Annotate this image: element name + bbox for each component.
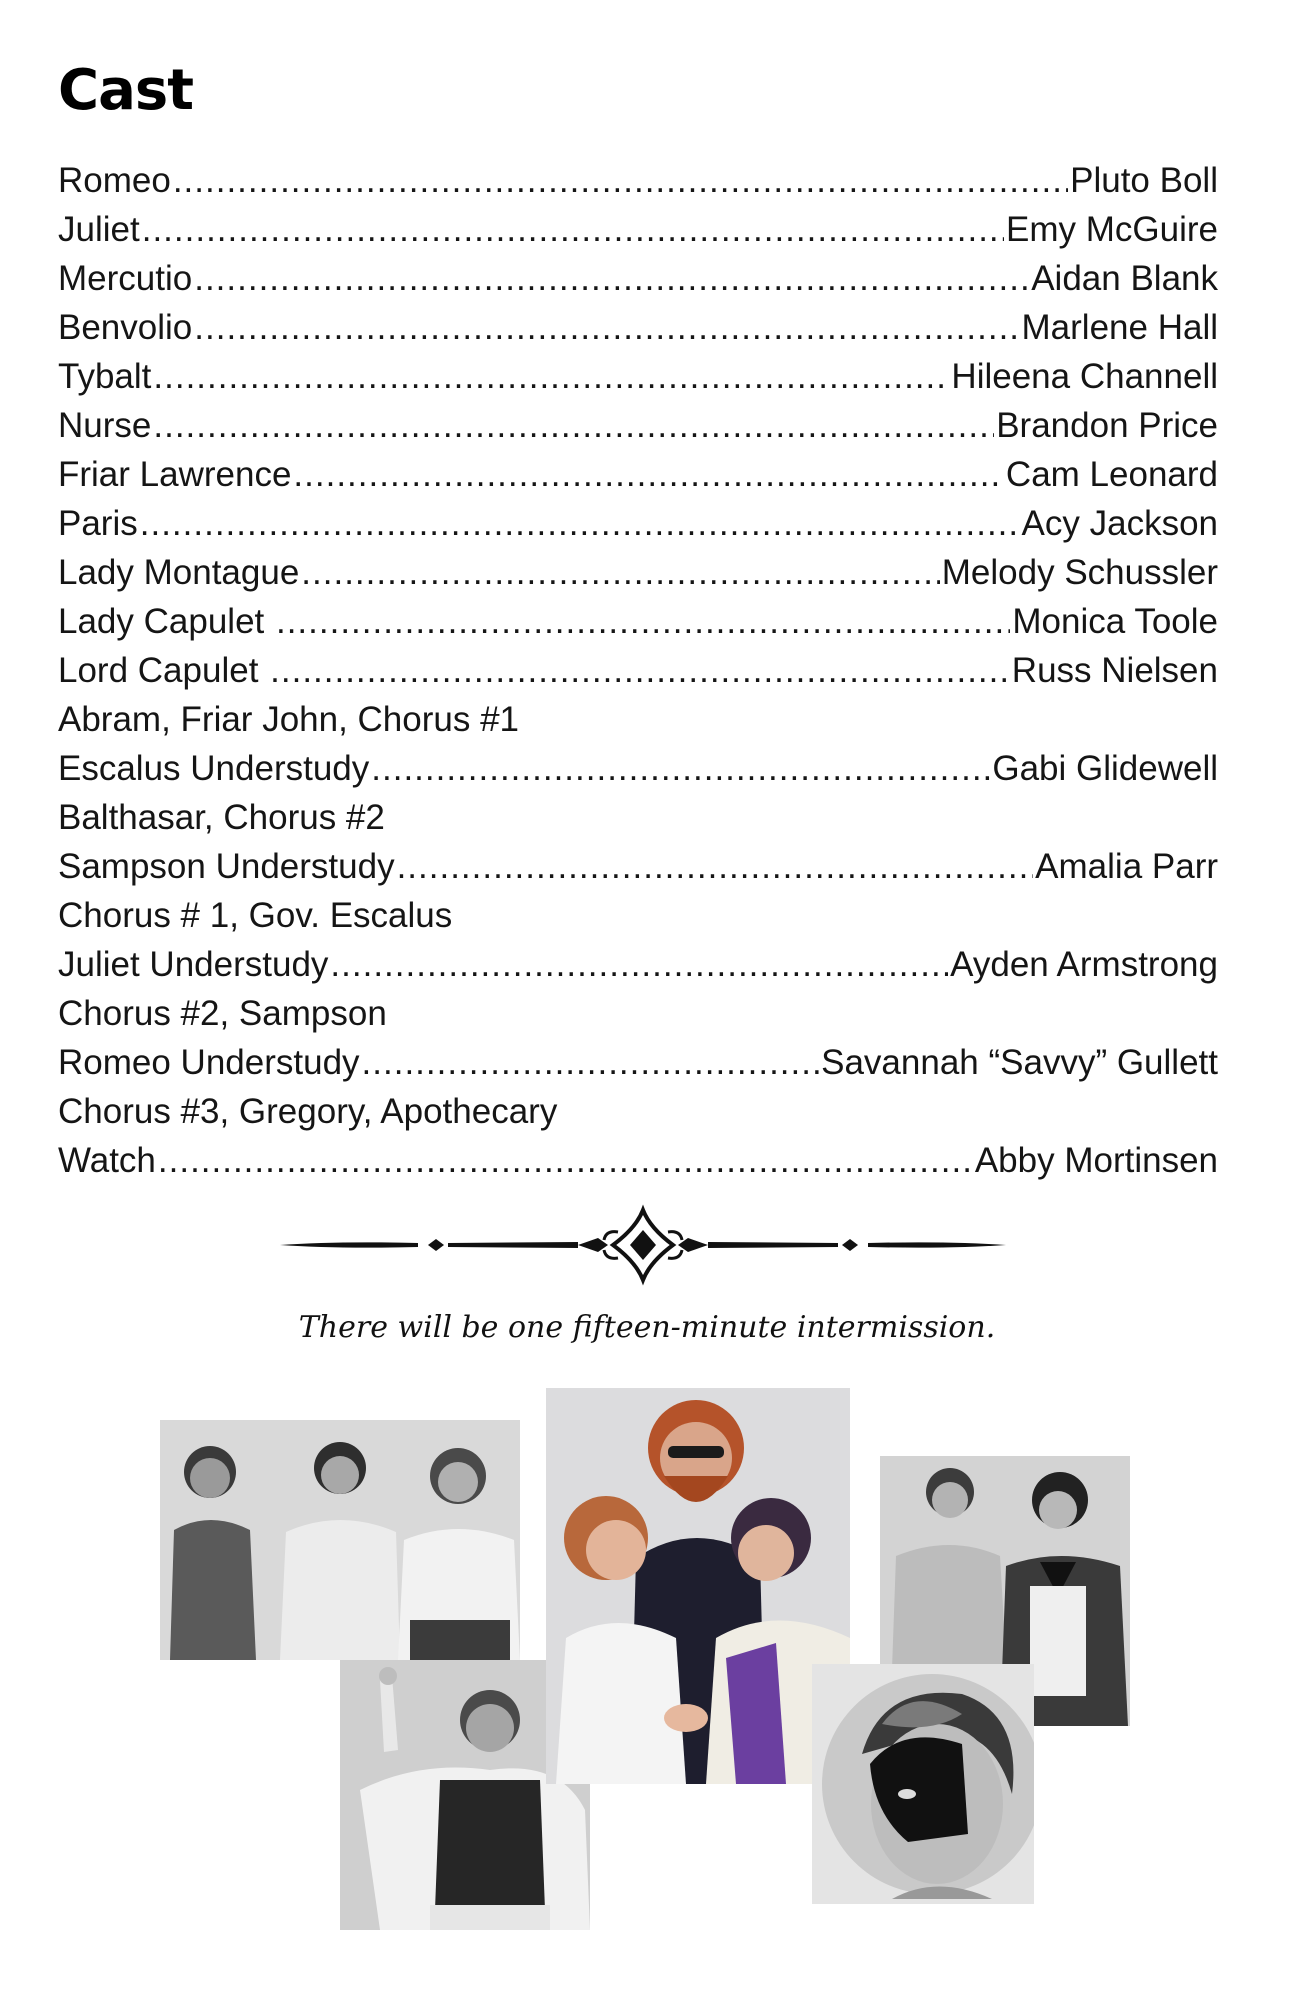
cast-row [58,352,1218,401]
page-title: Cast [58,58,193,123]
cast-actor: Emy McGuire [1006,210,1218,249]
cast-row [58,891,1218,940]
cast-role: Escalus Understudy [58,749,370,788]
cast-role: Nurse [58,406,152,445]
cast-role: Chorus #3, Gregory, Apothecary [58,1092,558,1131]
cast-row [58,842,1218,891]
cast-actor: Cam Leonard [1005,455,1218,494]
cast-row [58,793,1218,842]
cast-row [58,156,1218,205]
cast-row [58,205,1218,254]
cast-actor: Amalia Parr [1035,847,1218,886]
cast-row [58,450,1218,499]
group-photo-three-women [160,1420,520,1660]
cast-actor: Marlene Hall [1021,308,1218,347]
cast-row [58,254,1218,303]
cast-role: Romeo [58,161,171,200]
cast-role: Juliet Understudy [58,945,329,984]
cast-row [58,303,1218,352]
cast-row [58,989,1218,1038]
cast-row [58,695,1218,744]
cast-actor: Monica Toole [1012,602,1218,641]
ornamental-divider-icon [278,1200,1008,1290]
cast-role: Paris [58,504,138,543]
photo-masked-portrait [812,1664,1034,1904]
cast-role: Chorus # 1, Gov. Escalus [58,896,453,935]
intermission-note: There will be one fifteen-minute intermission. [298,1310,996,1345]
cast-actor: Abby Mortinsen [974,1141,1218,1180]
photo-couple-with-friar-color [546,1388,850,1784]
cast-actor: Savannah “Savvy” Gullett [821,1043,1218,1082]
cast-row [58,597,1218,646]
cast-role: Lord Capulet [58,651,269,690]
cast-role: Abram, Friar John, Chorus #1 [58,700,520,739]
cast-row [58,548,1218,597]
cast-role: Mercutio [58,259,193,298]
cast-role: Sampson Understudy [58,847,395,886]
cast-row [58,1136,1218,1185]
cast-actor: Pluto Boll [1070,161,1218,200]
cast-row [58,1087,1218,1136]
cast-actor: Ayden Armstrong [950,945,1218,984]
cast-actor: Aidan Blank [1031,259,1218,298]
cast-row [58,401,1218,450]
cast-actor: Gabi Glidewell [992,749,1218,788]
cast-role: Tybalt [58,357,152,396]
cast-row [58,646,1218,695]
cast-role: Benvolio [58,308,193,347]
cast-role: Romeo Understudy [58,1043,360,1082]
cast-role: Friar Lawrence [58,455,292,494]
cast-row [58,499,1218,548]
cast-actor: Hileena Channell [951,357,1218,396]
cast-row [58,744,1218,793]
cast-row [58,1038,1218,1087]
cast-actor: Brandon Price [996,406,1218,445]
cast-actor: Acy Jackson [1021,504,1218,543]
cast-role: Balthasar, Chorus #2 [58,798,385,837]
cast-role: Lady Montague [58,553,300,592]
cast-role: Watch [58,1141,156,1180]
cast-role: Chorus #2, Sampson [58,994,387,1033]
cast-actor: Melody Schussler [941,553,1218,592]
cast-role: Lady Capulet [58,602,274,641]
cast-actor: Russ Nielsen [1011,651,1218,690]
cast-role: Juliet [58,210,140,249]
cast-row [58,940,1218,989]
cast-list [58,156,1218,1185]
